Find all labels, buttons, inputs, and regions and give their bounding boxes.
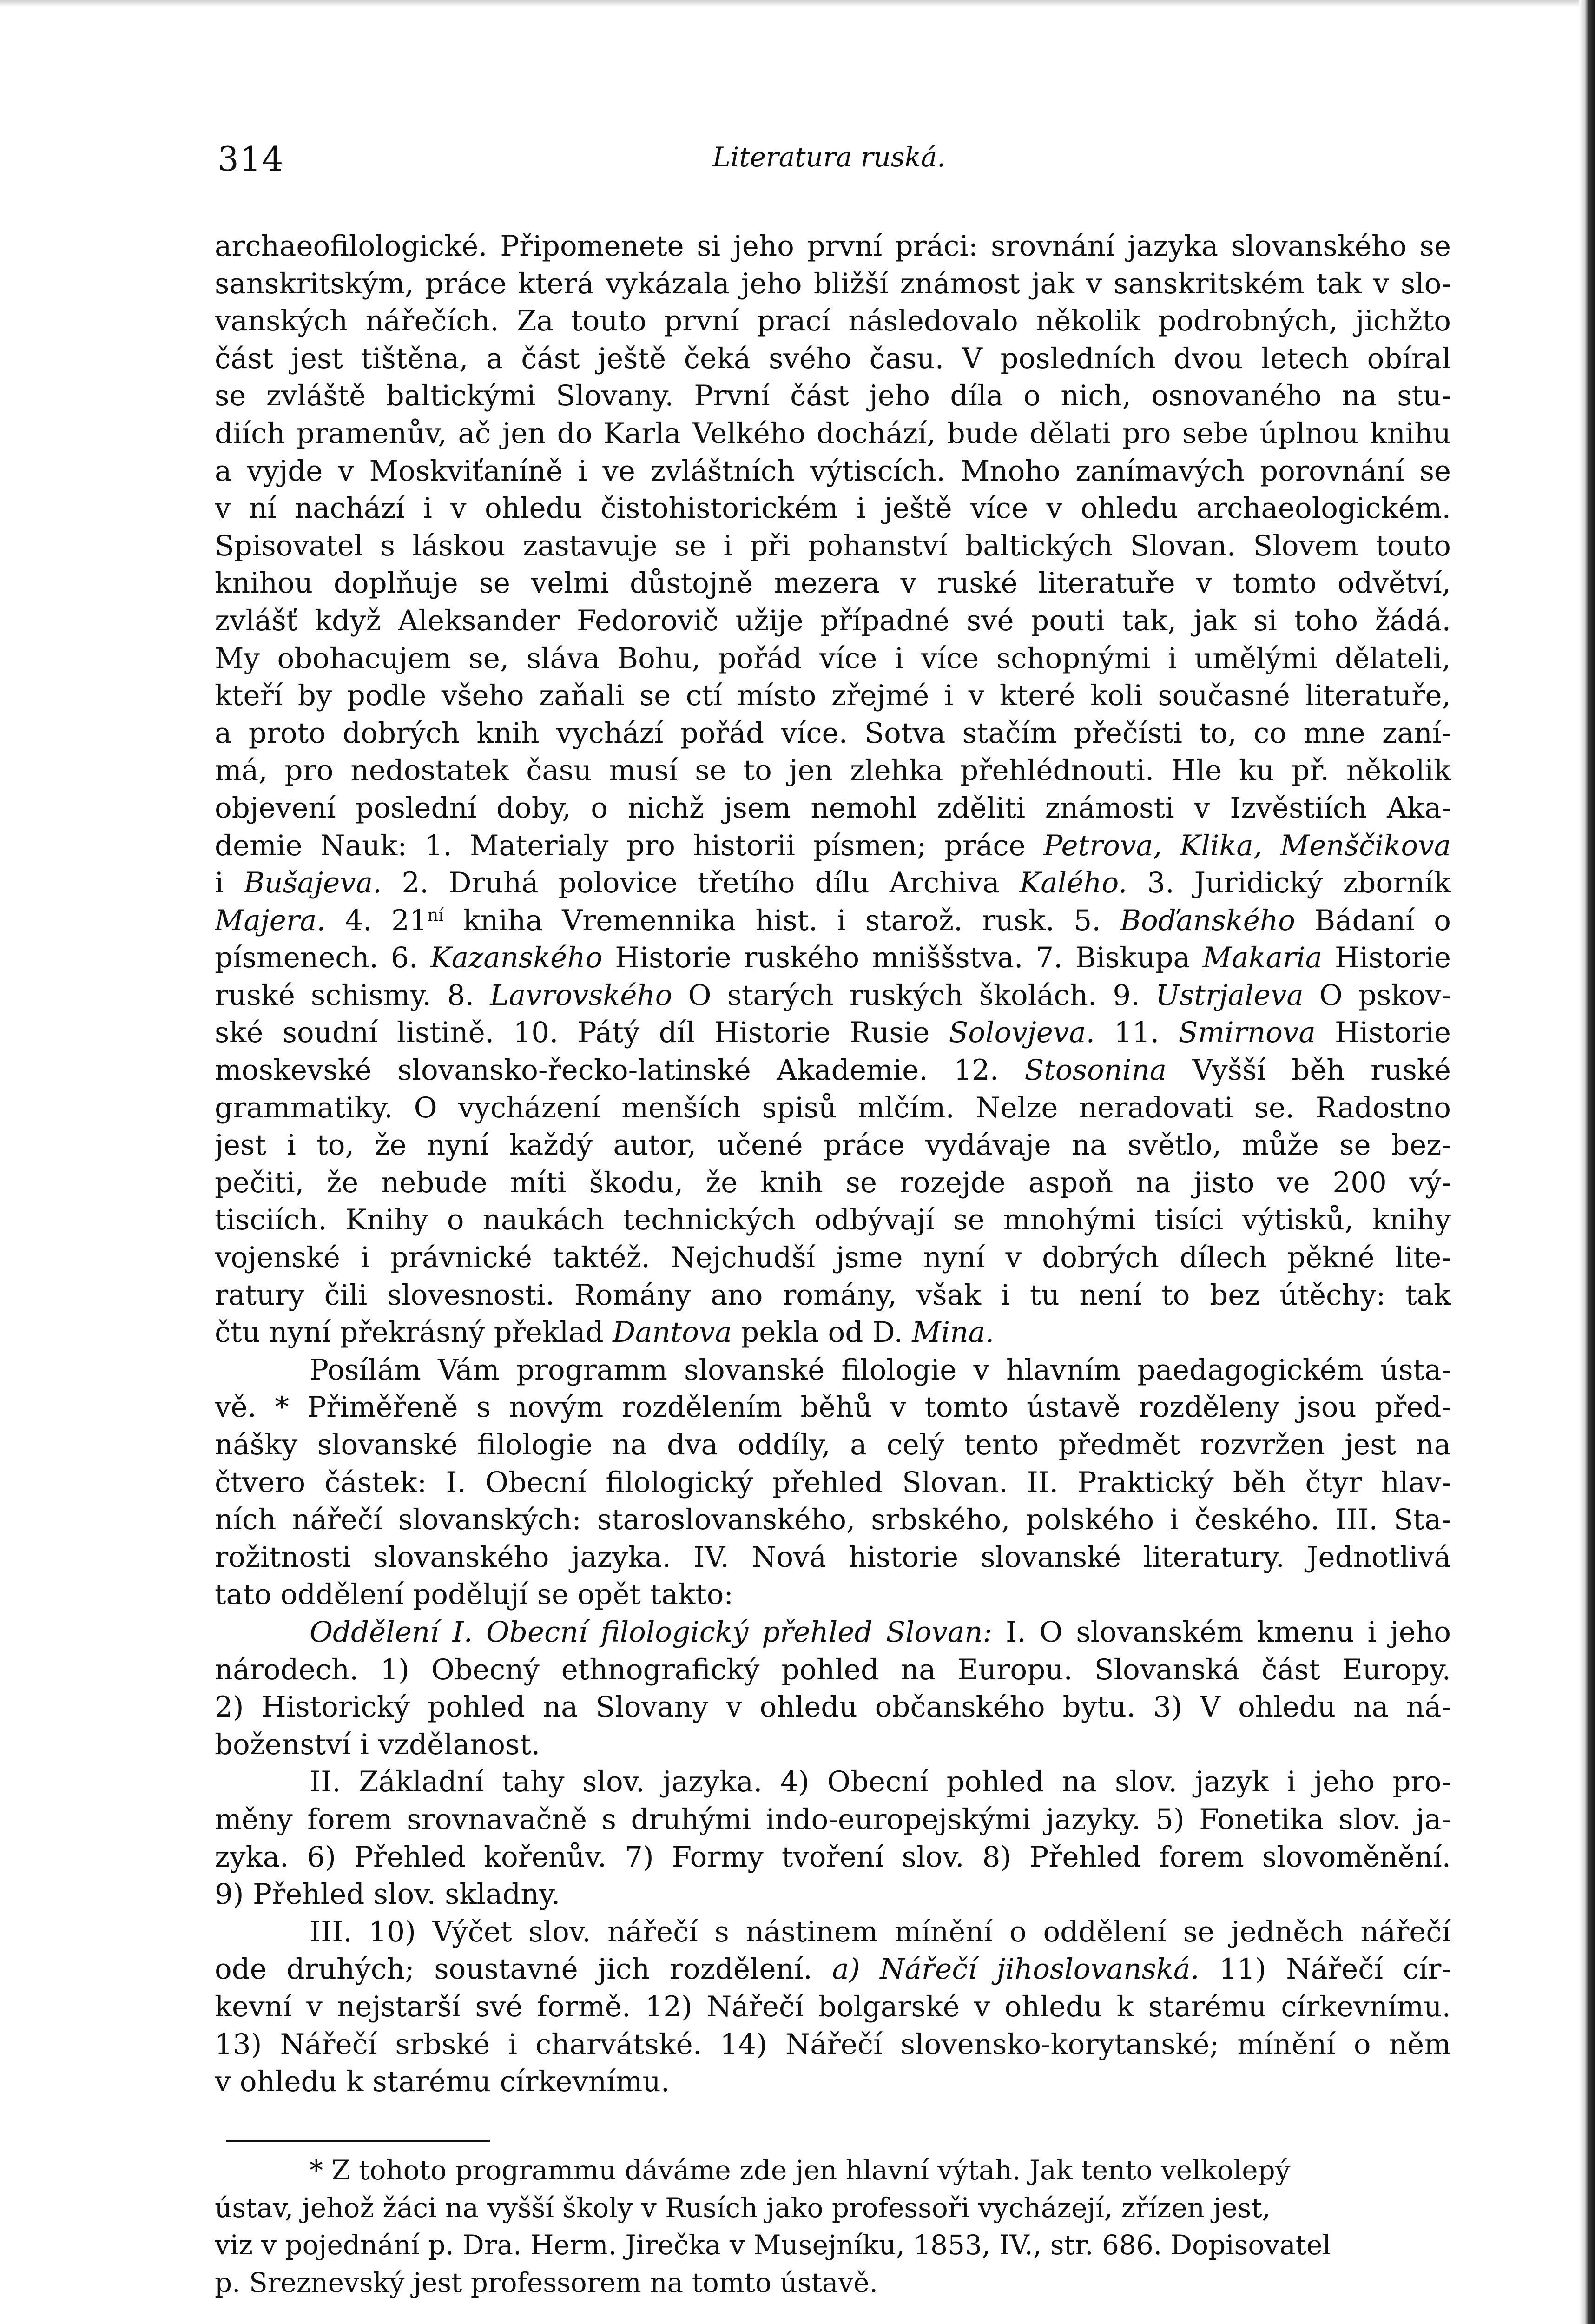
- text-line: a vyjde v Moskviťaníně i ve zvláštních výtiscích. Mnoho zanímavých porovnání se: [215, 454, 1451, 488]
- text-run: ské soudní listině. 10. Pátý díl Historie Rusie: [215, 1016, 949, 1050]
- text-run: Historie: [1315, 1016, 1451, 1050]
- text-line: část jest tištěna, a část ještě čeká svého času. V posledních dvou letech obíral: [215, 342, 1451, 375]
- text-run: 11) Nářečí cír-: [1199, 1953, 1451, 1986]
- text-line: v ní nachází i v ohledu čistohistorickém i ještě více v ohledu archaeologickém.: [215, 492, 1451, 525]
- text-run: Vyšší běh ruské: [1167, 1054, 1451, 1087]
- text-line: a proto dobrých knih vychází pořád více. Sotva stačím přečísti to, co mne zaní-: [215, 716, 1451, 750]
- scan-page-edge: [1579, 0, 1595, 2324]
- text-line: grammatiky. O vycházení menších spisů mlčím. Nelze neradovati se. Radostno: [215, 1091, 1451, 1124]
- text-run: 2. Druhá polovice třetího dílu Archiva: [382, 866, 1020, 900]
- text-run: Historie ruského mniššstva. 7. Biskupa: [602, 941, 1203, 975]
- text-line: čtvero částek: I. Obecní filologický přehled Slovan. II. Praktický běh čtyr hlav-: [215, 1466, 1451, 1499]
- text-run: ní: [427, 905, 444, 925]
- italic-text: Kalého.: [1019, 866, 1127, 900]
- footnote-line: viz v pojednání p. Dra. Herm. Jirečka v Musejníku, 1853, IV., str. 686. Dopisovatel: [215, 2229, 1331, 2261]
- footnote-line: * Z tohoto programmu dáváme zde jen hlavní výtah. Jak tento velkolepý: [310, 2154, 1291, 2186]
- text-line: ních nářečí slovanských: staroslovanského, srbského, polského i českého. III. Sta-: [215, 1503, 1451, 1537]
- text-run: 11.: [1095, 1016, 1179, 1050]
- text-line: kevní v nejstarší své formě. 12) Nářečí bolgarské v ohledu k starému církevnímu.: [215, 1990, 1451, 2023]
- text-run: i: [215, 866, 244, 900]
- italic-text: Makaria: [1202, 941, 1322, 975]
- page-header: [218, 139, 1441, 191]
- text-line: národech. 1) Obecný ethnografický pohled na Europu. Slovanská část Europy.: [215, 1653, 1451, 1686]
- text-line: kteří by podle všeho zaňali se ctí místo zřejmé i v které koli současné literatuře,: [215, 679, 1451, 713]
- text-line: v ohledu k starému církevnímu.: [215, 2065, 670, 2099]
- text-line: diích pramenův, ač jen do Karla Velkého dochází, bude dělati pro sebe úplnou knihu: [215, 416, 1451, 450]
- text-line: 2) Historický pohled na Slovany v ohledu občanského bytu. 3) V ohledu na ná-: [215, 1690, 1451, 1724]
- body-text: [215, 228, 1451, 2101]
- italic-text: Ustrjaleva: [1155, 978, 1304, 1012]
- text-run: ode druhých; soustavné jich rozdělení.: [215, 1953, 832, 1986]
- italic-text: Stosonina: [1024, 1054, 1167, 1087]
- text-line: Spisovatel s láskou zastavuje se i při pohanství baltických Slovan. Slovem touto: [215, 529, 1451, 562]
- italic-text: Kazanského: [430, 941, 603, 975]
- text-line: rožitnosti slovanského jazyka. IV. Nová historie slovanské literatury. Jednotlivá: [215, 1540, 1451, 1574]
- text-run: demie Nauk: 1. Materialy pro historii písmen; práce: [215, 829, 1044, 862]
- text-line: [215, 1951, 1451, 1988]
- text-line: nášky slovanské filologie na dva oddíly, a celý tento předmět rozvržen jest na: [215, 1428, 1451, 1461]
- text-line: [215, 1014, 1451, 1052]
- text-run: ruské schismy. 8.: [215, 978, 490, 1012]
- text-line: pečiti, že nebude míti škodu, že knih se rozejde aspoň na jisto ve 200 vý-: [215, 1166, 1451, 1199]
- text-line: tato oddělení podělují se opět takto:: [215, 1578, 733, 1611]
- page-number: 314: [218, 139, 284, 178]
- text-line: II. Základní tahy slov. jazyka. 4) Obecní pohled na slov. jazyk i jeho pro-: [310, 1765, 1451, 1799]
- text-run: písmenech. 6.: [215, 941, 431, 975]
- italic-text: Oddělení I. Obecní filologický přehled Slovan:: [310, 1615, 993, 1649]
- text-run: 4. 21: [325, 904, 428, 937]
- text-run: Historie: [1322, 941, 1451, 975]
- text-line: [215, 865, 1451, 902]
- text-line: knihou doplňuje se velmi důstojně mezera v ruské literatuře v tomto odvětví,: [215, 567, 1451, 600]
- italic-text: Smirnova: [1178, 1016, 1316, 1050]
- text-line: My obohacujem se, sláva Bohu, pořád více i více schopnými i umělými dělateli,: [215, 641, 1451, 675]
- text-run: 3. Juridický zborník: [1127, 866, 1451, 900]
- text-line: [215, 977, 1451, 1015]
- italic-text: Lavrovského: [490, 978, 672, 1012]
- text-run: O starých ruských školách. 9.: [672, 978, 1156, 1012]
- running-title: Literatura ruská.: [712, 141, 946, 173]
- text-line: boženství i vzdělanost.: [215, 1728, 540, 1761]
- text-run: pekla od D.: [732, 1316, 912, 1349]
- text-run: čtu nyní překrásný překlad: [215, 1316, 613, 1349]
- italic-text: Bušajeva.: [244, 866, 382, 900]
- text-run: kniha Vremennika hist. i starož. rusk. 5.: [443, 904, 1120, 937]
- text-line: vanských nářečích. Za touto první prací následovalo několik podrobných, jichžto: [215, 304, 1451, 338]
- italic-text: Dantova: [613, 1316, 732, 1349]
- text-line: [215, 902, 1451, 940]
- text-line: tisciích. Knihy o naukách technických odbývají se mnohými tisíci výtisků, knihy: [215, 1203, 1451, 1237]
- footnote-line: p. Sreznevský jest professorem na tomto ústavě.: [215, 2266, 878, 2298]
- text-line: měny forem srovnavačně s druhými indo-europejskými jazyky. 5) Fonetika slov. ja-: [215, 1802, 1451, 1836]
- text-line: archaeofilologické. Připomenete si jeho první práci: srovnání jazyka slovanského se: [215, 230, 1451, 263]
- footnote-divider: [226, 2140, 490, 2142]
- text-line: [215, 1052, 1451, 1089]
- text-line: ratury čili slovesnosti. Romány ano romány, však i tu není to bez útěchy: tak: [215, 1278, 1451, 1312]
- italic-text: Nářečí jihoslovanská.: [880, 1953, 1200, 1986]
- footnote-line: ústav, jehož žáci na vyšší školy v Rusích jako professoři vycházejí, zřízen jest,: [215, 2192, 1271, 2224]
- text-run: [860, 1953, 880, 1986]
- text-run: Bádaní o: [1295, 904, 1451, 937]
- footnotes: [215, 2152, 1451, 2302]
- text-line: zyka. 6) Přehled kořenův. 7) Formy tvoření slov. 8) Přehled forem slovoměnění.: [215, 1840, 1451, 1874]
- italic-text: Majera.: [215, 904, 326, 937]
- italic-text: Mina.: [912, 1316, 995, 1349]
- text-run: I. O slovanském kmenu i jeho: [992, 1615, 1451, 1649]
- italic-text: Solovjeva.: [949, 1016, 1095, 1050]
- text-line: [215, 1614, 1451, 1651]
- text-line: sanskritským, práce která vykázala jeho bližší známost jak v sanskritském tak v slo-: [215, 267, 1451, 300]
- text-line: 13) Nářečí srbské i charvátské. 14) Nářečí slovensko-korytanské; mínění o něm: [215, 2027, 1451, 2061]
- text-line: má, pro nedostatek času musí se to jen zlehka přehlédnouti. Hle ku př. několik: [215, 754, 1451, 787]
- text-line: objevení poslední doby, o nichž jsem nemohl zděliti známosti v Izvěstiích Aka-: [215, 791, 1451, 825]
- text-line: 9) Přehled slov. skladny.: [215, 1878, 560, 1911]
- italic-text: a): [832, 1953, 860, 1986]
- text-line: vě. * Přiměřeně s novým rozdělením běhů v tomto ústavě rozděleny jsou před-: [215, 1391, 1451, 1424]
- text-line: jest i to, že nyní každý autor, učené práce vydávaje na světlo, může se bez-: [215, 1129, 1451, 1162]
- text-run: moskevské slovansko-řecko-latinské Akademie. 12.: [215, 1054, 1025, 1087]
- text-line: [215, 827, 1451, 865]
- text-line: [215, 939, 1451, 977]
- scan-top-edge: [0, 0, 1595, 7]
- text-line: se zvláště baltickými Slovany. První část jeho díla o nich, osnovaného na stu-: [215, 379, 1451, 413]
- text-run: O pskov-: [1303, 978, 1451, 1012]
- text-line: [215, 1314, 1451, 1352]
- text-line: Posílám Vám programm slovanské filologie v hlavním paedagogickém ústa-: [310, 1353, 1451, 1386]
- text-line: III. 10) Výčet slov. nářečí s nástinem mínění o oddělení se jedněch nářečí: [310, 1915, 1451, 1948]
- text-line: zvlášť když Aleksander Fedorovič užije případné své pouti tak, jak si toho žádá.: [215, 604, 1451, 637]
- italic-text: Boďanského: [1120, 904, 1295, 937]
- italic-text: Petrova, Klika, Menščikova: [1043, 829, 1451, 862]
- text-line: vojenské i právnické taktéž. Nejchudší jsme nyní v dobrých dílech pěkné lite-: [215, 1241, 1451, 1274]
